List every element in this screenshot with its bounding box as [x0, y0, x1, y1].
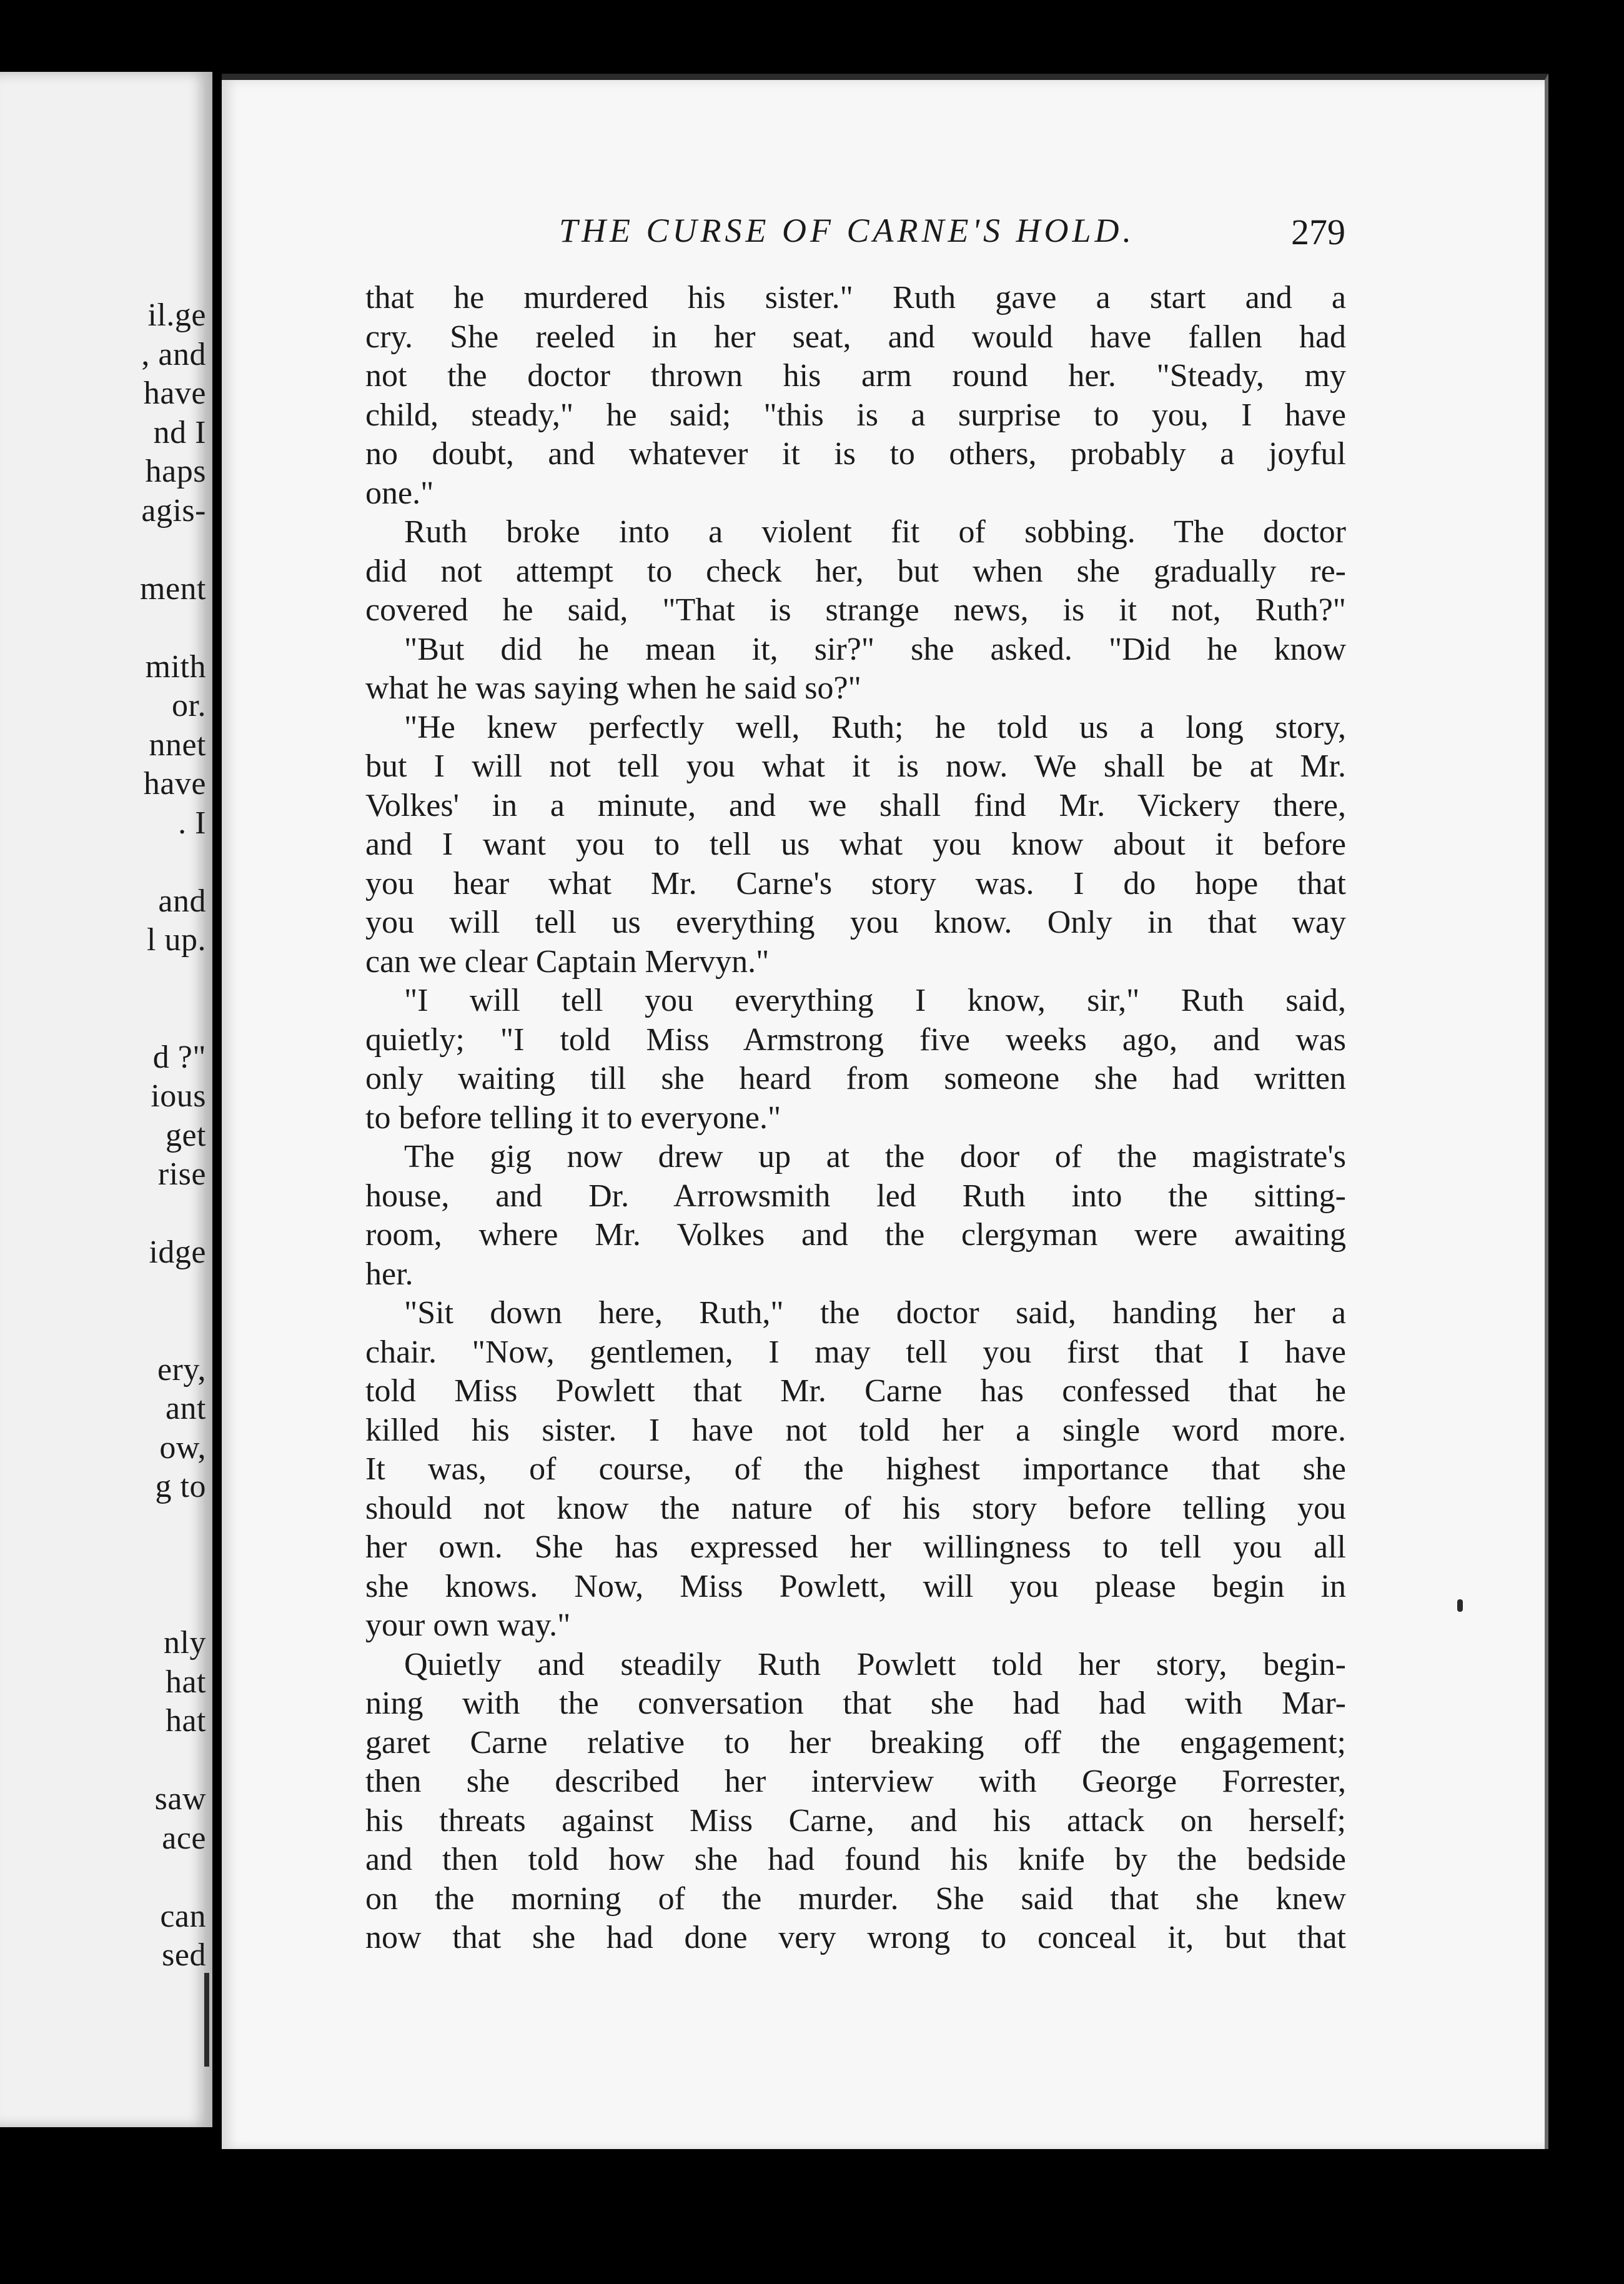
left-page-line: or. — [172, 688, 206, 723]
text-line: should not know the nature of his story before telling you — [365, 1490, 1346, 1526]
left-page-line: saw — [154, 1781, 206, 1817]
text-line: room, where Mr. Volkes and the clergyman were awaiting — [365, 1217, 1346, 1253]
page-number: 279 — [1291, 212, 1345, 252]
left-page-line: sed — [162, 1937, 206, 1973]
text-line: to before telling it to everyone." — [365, 1100, 781, 1136]
left-page-line: can — [160, 1898, 206, 1934]
margin-speck — [1457, 1599, 1463, 1612]
text-line: chair. "Now, gentlemen, I may tell you first that I have — [365, 1334, 1346, 1370]
text-line: what he was saying when he said so?" — [365, 670, 861, 706]
text-line: quietly; "I told Miss Armstrong five weeks ago, and was — [365, 1021, 1346, 1058]
text-line: house, and Dr. Arrowsmith led Ruth into the sitting- — [365, 1178, 1346, 1214]
left-page-line: idge — [149, 1234, 206, 1270]
left-page-line: nly — [164, 1625, 206, 1661]
text-line: It was, of course, of the highest importance that she — [365, 1451, 1346, 1487]
left-page-fragment — [0, 72, 212, 2127]
margin-rule — [204, 1973, 209, 2067]
text-line: then she described her interview with George Forrester, — [365, 1764, 1346, 1799]
text-line: one." — [365, 475, 434, 511]
left-page-line: get — [165, 1117, 206, 1153]
text-line: you hear what Mr. Carne's story was. I do hope that — [365, 865, 1346, 901]
text-line: did not attempt to check her, but when she gradually re- — [365, 553, 1346, 589]
text-line: your own way." — [365, 1607, 571, 1643]
left-page-line: nnet — [149, 727, 206, 763]
left-page-line: d ?" — [152, 1039, 206, 1075]
left-page-line: ment — [140, 570, 206, 607]
text-line: her own. She has expressed her willingness to tell you all — [365, 1529, 1346, 1565]
text-line: told Miss Powlett that Mr. Carne has confessed that he — [365, 1373, 1346, 1409]
text-line: she knows. Now, Miss Powlett, will you please begin in — [365, 1568, 1346, 1604]
text-line: her. — [365, 1256, 413, 1292]
left-page-line: and — [158, 883, 206, 919]
left-page-line: have — [143, 766, 206, 802]
left-page-line: agis- — [141, 492, 206, 529]
left-page-line: have — [143, 375, 206, 411]
left-page-line: il.ge — [147, 297, 206, 333]
left-page-line: nd I — [153, 414, 206, 450]
text-line: child, steady," he said; "this is a surprise to you, I have — [365, 397, 1346, 433]
text-line: you will tell us everything you know. Only in that way — [365, 905, 1346, 940]
left-page-line: hat — [165, 1664, 206, 1700]
left-page-line: ious — [151, 1078, 206, 1114]
text-line: only waiting till she heard from someone she had written — [365, 1061, 1346, 1096]
text-line: "But did he mean it, sir?" she asked. "Did he know — [404, 631, 1346, 667]
left-page-line: haps — [145, 454, 206, 489]
text-line: "I will tell you everything I know, sir," Ruth said, — [404, 983, 1346, 1018]
left-page-line: hat — [165, 1703, 206, 1739]
left-page-line: g to — [155, 1469, 206, 1504]
text-line: killed his sister. I have not told her a single word more. — [365, 1412, 1346, 1448]
text-line: can we clear Captain Mervyn." — [365, 943, 770, 980]
text-line: covered he said, "That is strange news, is it not, Ruth?" — [365, 592, 1346, 628]
left-page-line: , and — [141, 336, 206, 372]
body-text — [365, 279, 1346, 1958]
left-page-line: ace — [162, 1820, 206, 1856]
text-line: his threats against Miss Carne, and his attack on herself; — [365, 1802, 1346, 1839]
text-line: not the doctor thrown his arm round her. "Steady, my — [365, 358, 1346, 394]
text-line: Quietly and steadily Ruth Powlett told her story, begin- — [404, 1646, 1346, 1682]
text-line: that he murdered his sister." Ruth gave a start and a — [365, 280, 1346, 315]
text-line: ning with the conversation that she had had with Mar- — [365, 1686, 1346, 1721]
text-line: no doubt, and whatever it is to others, probably a joyful — [365, 436, 1346, 472]
left-page-line: . I — [178, 805, 206, 841]
text-line: The gig now drew up at the door of the magistrate's — [404, 1139, 1346, 1174]
running-head: THE CURSE OF CARNE'S HOLD. — [559, 212, 1136, 249]
text-line: "Sit down here, Ruth," the doctor said, handing her a — [404, 1295, 1346, 1331]
text-line: now that she had done very wrong to conceal it, but that — [365, 1920, 1346, 1955]
left-page-line: mith — [145, 648, 206, 685]
left-page-line: l up. — [147, 922, 206, 958]
left-page-line: ery, — [157, 1351, 206, 1388]
text-line: Ruth broke into a violent fit of sobbing. The doctor — [404, 514, 1346, 550]
book-page — [222, 74, 1548, 2149]
text-line: "He knew perfectly well, Ruth; he told us a long story, — [404, 709, 1346, 745]
text-line: but I will not tell you what it is now. We shall be at Mr. — [365, 748, 1346, 784]
text-line: and then told how she had found his knife by the bedside — [365, 1842, 1346, 1877]
text-line: and I want you to tell us what you know about it before — [365, 827, 1346, 862]
text-line: Volkes' in a minute, and we shall find Mr. Vickery there, — [365, 787, 1346, 823]
left-page-line: rise — [157, 1156, 206, 1192]
text-line: cry. She reeled in her seat, and would have fallen had — [365, 319, 1346, 355]
left-page-line: ant — [165, 1391, 206, 1426]
left-page-line: ow, — [159, 1429, 206, 1466]
text-line: on the morning of the murder. She said that she knew — [365, 1880, 1346, 1917]
text-line: garet Carne relative to her breaking off the engagement; — [365, 1724, 1346, 1760]
